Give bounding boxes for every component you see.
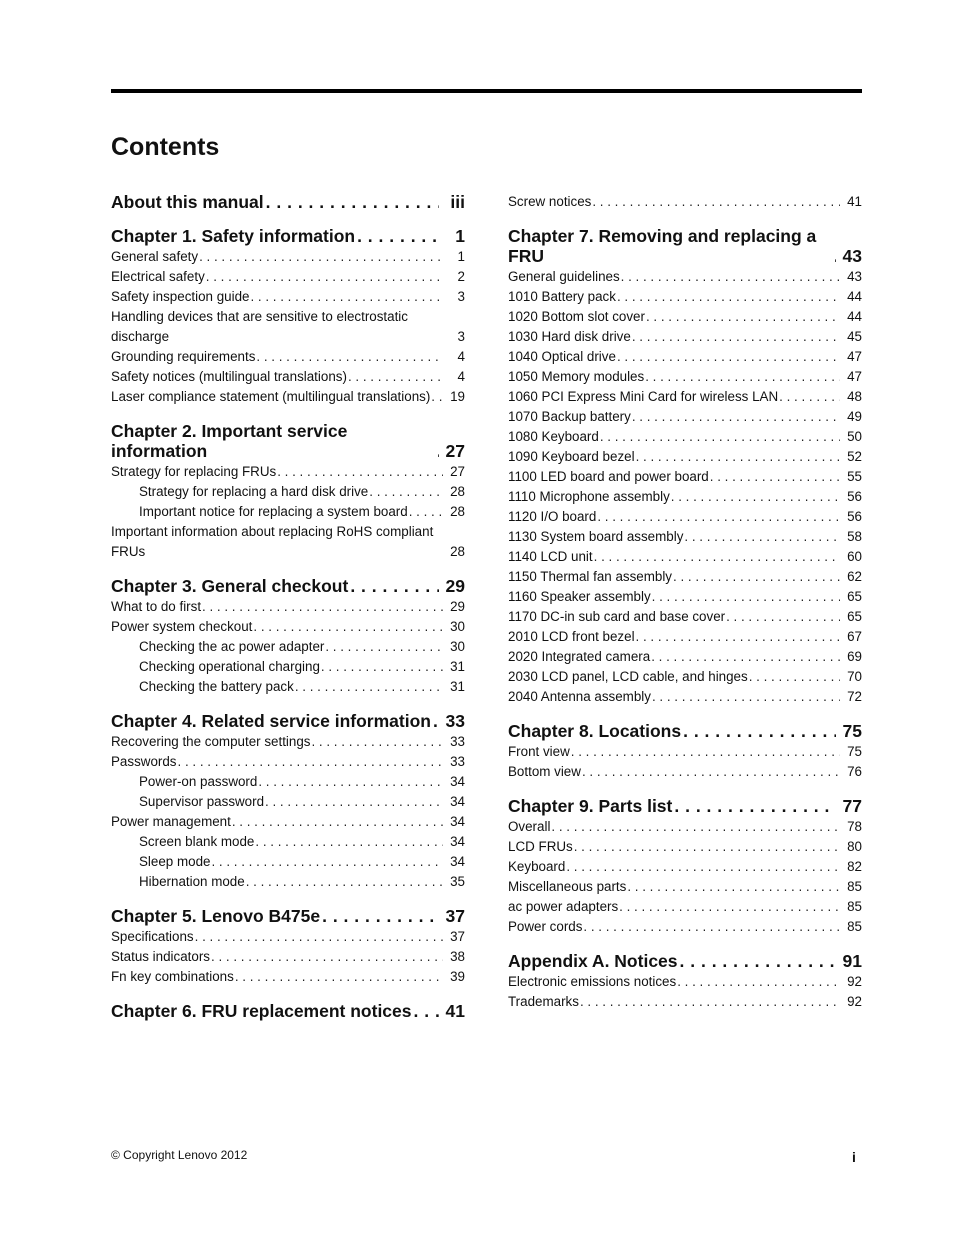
toc-dot-leader [565,857,840,877]
toc-entry[interactable] [111,752,465,772]
toc-entry-title: 1060 PCI Express Mini Card for wireless LAN [508,389,779,404]
toc-chapter-heading[interactable] [508,721,862,741]
toc-subentry[interactable] [111,872,465,892]
toc-dot-leader [672,796,836,816]
toc-chapter-heading[interactable] [111,576,465,596]
toc-column-left [111,192,465,1022]
toc-page-number: 3 [457,289,465,304]
toc-page-number: 58 [847,529,862,544]
toc-dot-leader [347,367,443,387]
toc-dot-leader [670,487,840,507]
toc-dot-leader [581,762,840,782]
toc-entry-title: 2010 LCD front bezel [508,629,635,644]
toc-entry-title: Power system checkout [111,619,253,634]
toc-dot-leader [635,447,840,467]
toc-entry-title: Hibernation mode [139,874,245,889]
toc-dot-leader [681,721,836,741]
toc-dot-leader [616,287,840,307]
toc-page-number: 77 [842,796,862,816]
toc-page-number: 41 [847,194,862,209]
toc-dot-leader [257,772,443,792]
toc-column-right [508,192,862,1012]
toc-dot-leader [778,387,840,407]
toc-dot-leader [194,927,443,947]
toc-dot-leader [591,192,840,212]
toc-entry-title: 2040 Antenna assembly [508,689,651,704]
toc-chapter-heading[interactable] [508,796,862,816]
toc-entry[interactable] [508,367,862,387]
toc-entry-title: 1130 System board assembly [508,529,684,544]
toc-dot-leader [254,832,443,852]
toc-chapter-heading[interactable] [111,421,465,461]
toc-chapter-title: About this manual [111,192,264,212]
toc-page-number: 1 [457,249,465,264]
toc-page-number: 72 [847,689,862,704]
toc-page-number: 75 [842,721,862,741]
toc-entry-title: Passwords [111,754,177,769]
toc-entry[interactable] [508,387,862,407]
toc-page-number: 27 [450,464,465,479]
toc-page-number: 28 [450,504,465,519]
toc-entry[interactable] [508,992,862,1012]
footer-copyright: © Copyright Lenovo 2012 [111,1148,248,1162]
toc-entry[interactable] [111,347,465,367]
toc-entry[interactable] [508,427,862,447]
toc-dot-leader [324,637,443,657]
toc-chapter-title: Chapter 6. FRU replacement notices [111,1001,412,1021]
toc-entry[interactable] [111,267,465,287]
toc-entry[interactable] [508,667,862,687]
toc-page-number: 34 [450,794,465,809]
toc-entry-title: ac power adapters [508,899,619,914]
toc-page-number: 19 [450,389,465,404]
toc-entry-title: Keyboard [508,859,566,874]
toc-subentry[interactable] [111,637,465,657]
toc-entry[interactable] [111,927,465,947]
toc-page-number: 28 [450,484,465,499]
toc-entry-title: 1020 Bottom slot cover [508,309,645,324]
toc-entry-title: Recovering the computer settings [111,734,311,749]
toc-subentry[interactable] [111,482,465,502]
toc-entry-title: Screen blank mode [139,834,255,849]
toc-entry[interactable] [508,687,862,707]
toc-page-number: 43 [842,246,862,266]
toc-entry-title: 1090 Keyboard bezel [508,449,635,464]
toc-entry[interactable] [508,817,862,837]
toc-entry-title: 1160 Speaker assembly [508,589,651,604]
toc-page-number: 85 [847,879,862,894]
toc-subentry[interactable] [111,832,465,852]
toc-dot-leader [645,307,840,327]
toc-dot-leader [676,972,840,992]
toc-subentry[interactable] [111,772,465,792]
toc-dot-leader [616,347,840,367]
toc-entry[interactable] [508,877,862,897]
toc-entry-title: Overall [508,819,551,834]
toc-entry-title: 1170 DC-in sub card and base cover [508,609,726,624]
toc-entry-title: Checking the ac power adapter [139,639,325,654]
toc-page-number: 1 [455,226,465,246]
toc-entry-title: 2030 LCD panel, LCD cable, and hinges [508,669,748,684]
toc-entry-title: Important information about replacing RoHS compliant FRUs [111,524,438,559]
toc-dot-leader [678,951,836,971]
toc-page-number: 31 [450,679,465,694]
footer-page-number: i [852,1149,856,1165]
toc-entry-title: Laser compliance statement (multilingual translations) [111,389,431,404]
toc-page-number: 62 [847,569,862,584]
toc-page-number: 91 [842,951,862,971]
toc-subentry[interactable] [111,502,465,522]
toc-chapter-heading[interactable] [508,951,862,971]
toc-entry[interactable] [508,972,862,992]
toc-page-number: 48 [847,389,862,404]
toc-chapter-heading[interactable] [111,192,465,212]
toc-dot-leader [249,287,443,307]
toc-subentry[interactable] [111,792,465,812]
toc-entry-title: Fn key combinations [111,969,234,984]
toc-dot-leader [210,947,443,967]
toc-page-number: 56 [847,509,862,524]
toc-entry[interactable] [508,507,862,527]
toc-entry[interactable] [111,812,465,832]
toc-dot-leader [748,667,840,687]
toc-dot-leader [430,387,443,407]
toc-page-number: 37 [445,906,465,926]
toc-page-number: 34 [450,814,465,829]
toc-dot-leader [355,226,439,246]
toc-entry[interactable] [111,307,465,347]
toc-dot-leader [593,547,840,567]
toc-page-number: 43 [847,269,862,284]
toc-entry[interactable] [111,732,465,752]
toc-page-number: 82 [847,859,862,874]
toc-dot-leader [408,502,443,522]
toc-page-number: 65 [847,589,862,604]
page-title: Contents [111,133,220,161]
toc-entry-title: What to do first [111,599,202,614]
toc-dot-leader [599,427,840,447]
toc-entry-title: 2020 Integrated camera [508,649,651,664]
toc-entry[interactable] [508,857,862,877]
toc-dot-leader [579,992,840,1012]
toc-dot-leader [264,792,443,812]
toc-dot-leader [320,906,439,926]
toc-entry[interactable] [508,527,862,547]
toc-entry-title: Checking the battery pack [139,679,294,694]
toc-page-number: 33 [450,754,465,769]
toc-dot-leader [550,817,840,837]
toc-page-number: 76 [847,764,862,779]
toc-chapter-heading[interactable] [508,226,862,266]
toc-entry[interactable] [508,287,862,307]
toc-entry[interactable] [508,347,862,367]
toc-chapter-heading[interactable] [111,711,465,731]
toc-chapter-title: Chapter 9. Parts list [508,796,673,816]
toc-chapter-title: Chapter 8. Locations [508,721,682,741]
toc-entry-title: General guidelines [508,269,620,284]
toc-dot-leader [252,617,443,637]
toc-page-number: 85 [847,919,862,934]
toc-page-number: 30 [450,639,465,654]
toc-dot-leader [431,711,439,731]
toc-entry-title: General safety [111,249,199,264]
toc-page-number: 37 [450,929,465,944]
toc-entry-title: 1010 Battery pack [508,289,616,304]
toc-dot-leader [626,877,840,897]
toc-entry-title: Strategy for replacing a hard disk drive [139,484,369,499]
toc-entry-title: 1100 LED board and power board [508,469,709,484]
toc-page-number: 34 [450,834,465,849]
toc-page-number: 49 [847,409,862,424]
toc-chapter-heading[interactable] [111,906,465,926]
toc-page-number: 47 [847,349,862,364]
toc-chapter-title: Chapter 1. Safety information [111,226,356,246]
toc-entry[interactable] [508,587,862,607]
toc-page-number: iii [450,192,465,212]
toc-dot-leader [255,347,443,367]
toc-dot-leader [651,587,840,607]
toc-page-number: 3 [457,329,465,344]
toc-dot-leader [644,367,840,387]
toc-entry-title: Power cords [508,919,583,934]
toc-page-number: 70 [847,669,862,684]
toc-page-number: 47 [847,369,862,384]
toc-entry-title: Trademarks [508,994,579,1009]
toc-dot-leader [672,567,840,587]
toc-page-number: 35 [450,874,465,889]
toc-entry-title: Sleep mode [139,854,211,869]
toc-entry[interactable] [508,607,862,627]
toc-entry[interactable] [508,917,862,937]
toc-page-number: 34 [450,774,465,789]
toc-page-number: 50 [847,429,862,444]
toc-dot-leader [245,872,443,892]
toc-entry[interactable] [508,487,862,507]
toc-entry[interactable] [508,742,862,762]
toc-entry[interactable] [111,617,465,637]
toc-entry[interactable] [508,837,862,857]
toc-page-number: 75 [847,744,862,759]
toc-page-number: 69 [847,649,862,664]
toc-page-number: 92 [847,974,862,989]
toc-entry-title: Status indicators [111,949,210,964]
toc-entry[interactable] [508,627,862,647]
toc-page-number: 65 [847,609,862,624]
toc-entry-title: Bottom view [508,764,581,779]
toc-entry[interactable] [508,192,862,212]
toc-dot-leader [210,852,443,872]
toc-dot-leader [651,687,840,707]
toc-entry[interactable] [111,462,465,482]
toc-page-number: 4 [457,349,465,364]
toc-page-number: 41 [445,1001,465,1021]
toc-entry-title: Grounding requirements [111,349,256,364]
toc-dot-leader [234,967,443,987]
toc-page-number: 67 [847,629,862,644]
toc-entry-title: LCD FRUs [508,839,573,854]
toc-page-number: 30 [450,619,465,634]
toc-dot-leader [412,1001,440,1021]
toc-entry[interactable] [111,387,465,407]
toc-dot-leader [310,732,443,752]
toc-entry[interactable] [111,247,465,267]
toc-page-number: 38 [450,949,465,964]
toc-entry[interactable] [508,407,862,427]
toc-page-number: 34 [450,854,465,869]
toc-entry-title: Safety notices (multilingual translations) [111,369,347,384]
toc-entry-title: Front view [508,744,570,759]
toc-chapter-title: Chapter 5. Lenovo B475e [111,906,321,926]
toc-entry[interactable] [508,897,862,917]
toc-dot-leader [294,677,443,697]
toc-entry[interactable] [508,327,862,347]
toc-entry-title: 1040 Optical drive [508,349,616,364]
toc-page-number: 27 [445,441,465,461]
toc-entry-title: 1140 LCD unit [508,549,593,564]
toc-chapter-title: Appendix A. Notices [508,951,678,971]
toc-entry-title: Power management [111,814,231,829]
toc-dot-leader [276,462,443,482]
toc-entry-title: 1080 Keyboard [508,429,599,444]
toc-dot-leader [725,607,840,627]
toc-entry-title: Strategy for replacing FRUs [111,464,277,479]
toc-chapter-title: Chapter 4. Related service information [111,711,431,731]
toc-entry-title: Electronic emissions notices [508,974,677,989]
toc-entry-title: Important notice for replacing a system board [139,504,408,519]
toc-dot-leader [596,507,840,527]
header-rule [111,89,862,93]
toc-entry-title: 1070 Backup battery [508,409,631,424]
toc-dot-leader [368,482,443,502]
toc-subentry[interactable] [111,657,465,677]
toc-page-number: 78 [847,819,862,834]
toc-dot-leader [570,742,840,762]
toc-dot-leader [683,527,840,547]
toc-chapter-title: Chapter 7. Removing and replacing a FRU [508,226,822,266]
toc-dot-leader [631,327,840,347]
toc-page-number: 2 [457,269,465,284]
toc-page-number: 31 [450,659,465,674]
toc-page-number: 45 [847,329,862,344]
toc-entry-title: Electrical safety [111,269,205,284]
toc-entry-title: Safety inspection guide [111,289,250,304]
toc-entry[interactable] [508,547,862,567]
toc-page-number: 52 [847,449,862,464]
toc-entry[interactable] [508,447,862,467]
toc-page-number: 85 [847,899,862,914]
toc-page-number: 29 [450,599,465,614]
toc-chapter-heading[interactable] [111,226,465,246]
toc-entry[interactable] [508,267,862,287]
toc-entry-title: Supervisor password [139,794,265,809]
toc-entry-title: 1110 Microphone assembly [508,489,670,504]
toc-entry-title: Power-on password [139,774,258,789]
toc-dot-leader [582,917,840,937]
toc-page-number: 56 [847,489,862,504]
toc-dot-leader [709,467,840,487]
toc-chapter-heading[interactable] [111,1001,465,1021]
toc-dot-leader [231,812,443,832]
toc-page-number: 44 [847,289,862,304]
toc-subentry[interactable] [111,677,465,697]
toc-page-number: 80 [847,839,862,854]
toc-page-number: 4 [457,369,465,384]
toc-page-number: 44 [847,309,862,324]
toc-dot-leader [573,837,840,857]
toc-page-number: 33 [445,711,465,731]
toc-page-number: 39 [450,969,465,984]
toc-entry-title: 1030 Hard disk drive [508,329,631,344]
toc-page-number: 55 [847,469,862,484]
toc-dot-leader [177,752,444,772]
toc-dot-leader [201,597,443,617]
toc-entry[interactable] [111,597,465,617]
toc-dot-leader [618,897,840,917]
toc-dot-leader [631,407,840,427]
toc-entry[interactable] [508,762,862,782]
toc-chapter-title: Chapter 2. Important service information [111,421,353,461]
toc-page-number: 29 [445,576,465,596]
toc-entry[interactable] [111,967,465,987]
toc-page-number: 33 [450,734,465,749]
toc-entry[interactable] [111,522,465,562]
toc-entry[interactable] [508,567,862,587]
toc-entry-title: Miscellaneous parts [508,879,627,894]
toc-subentry[interactable] [111,852,465,872]
toc-entry[interactable] [508,467,862,487]
toc-entry-title: 1050 Memory modules [508,369,645,384]
toc-entry-title: Checking operational charging [139,659,320,674]
toc-dot-leader [348,576,439,596]
toc-entry-title: Handling devices that are sensitive to electrostatic discharge [111,309,412,344]
toc-entry[interactable] [111,947,465,967]
toc-dot-leader [620,267,840,287]
toc-entry-title: Specifications [111,929,194,944]
toc-dot-leader [320,657,443,677]
toc-entry[interactable] [508,307,862,327]
toc-chapter-title: Chapter 3. General checkout [111,576,349,596]
toc-dot-leader [205,267,443,287]
toc-entry-title: 1150 Thermal fan assembly [508,569,672,584]
toc-page-number: 60 [847,549,862,564]
toc-entry[interactable] [508,647,862,667]
toc-entry[interactable] [111,367,465,387]
toc-dot-leader [650,647,840,667]
toc-dot-leader [198,247,443,267]
toc-page-number: 28 [450,544,465,559]
toc-entry-title: Screw notices [508,194,592,209]
toc-page-number: 92 [847,994,862,1009]
toc-dot-leader [635,627,840,647]
toc-entry-title: 1120 I/O board [508,509,597,524]
toc-dot-leader [264,192,439,212]
toc-entry[interactable] [111,287,465,307]
